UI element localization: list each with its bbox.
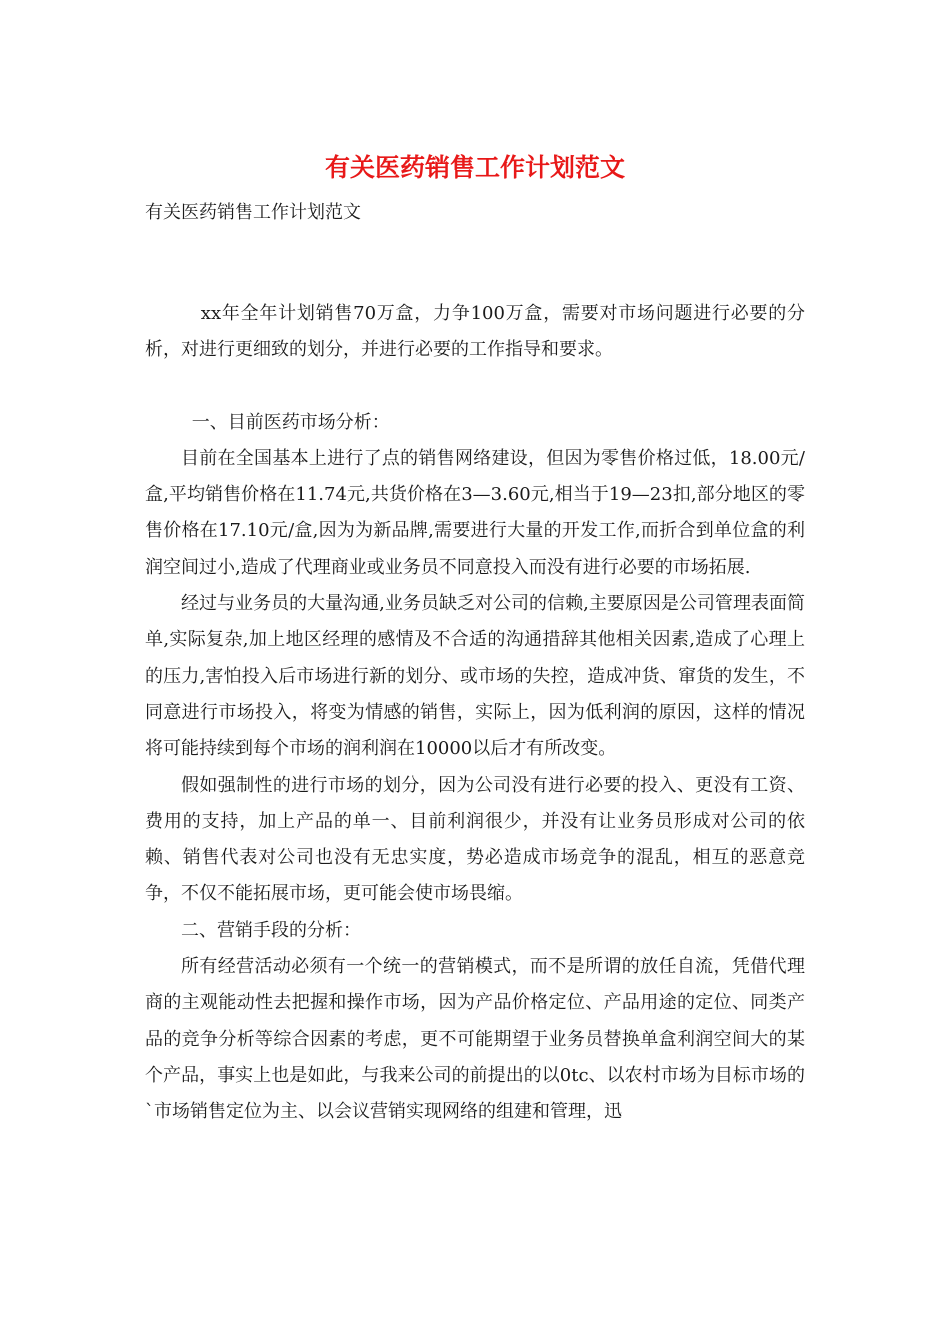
paragraph-market-network: 目前在全国基本上进行了点的销售网络建设，但因为零售价格过低，18.00元/盒,平均销售价格在11.74元,共货价格在3—3.60元,相当于19—23扣,部分地区的零售价格在17.10元/盒,因为为新品牌,需要进行大量的开发工作,而折合到单位盒的利润空间过小,造成了代理商业或业务员不同意投入而没有进行必要的市场拓展.: [145, 447, 805, 578]
paragraph-marketing-model: 所有经营活动必须有一个统一的营销模式，而不是所谓的放任自流，凭借代理商的主观能动性去把握和操作市场，因为产品价格定位、产品用途的定位、同类产品的竞争分析等综合因素的考虑，更不可能期望于业务员替换单盒利润空间大的某个产品，事实上也是如此，与我来公司的前提出的以0tc、以农村市场为目标市场的`市场销售定位为主、以会议营销实现网络的组建和管理，迅: [145, 956, 805, 1123]
paragraph-intro: xx年全年计划销售70万盒，力争100万盒，需要对市场问题进行必要的分析，对进行更细致的划分，并进行必要的工作指导和要求。: [145, 303, 805, 361]
document-title: 有关医药销售工作计划范文: [324, 153, 625, 182]
paragraph-gap: [145, 369, 805, 405]
paragraph-market-division: 假如强制性的进行市场的划分，因为公司没有进行必要的投入、更没有工资、费用的支持，加上产品的单一、目前利润很少，并没有让业务员形成对公司的依赖、销售代表对公司也没有无忠实度，势必造成市场竞争的混乱，相互的恶意竞争，不仅不能拓展市场，更可能会使市场畏缩。: [145, 774, 805, 905]
document-body: [145, 296, 805, 1131]
section-heading-2: 二、营销手段的分析：: [181, 919, 361, 941]
document-subtitle: 有关医药销售工作计划范文: [145, 202, 361, 223]
section-heading-1: 一、目前医药市场分析：: [191, 411, 390, 433]
paragraph-salesperson-communication: 经过与业务员的大量沟通,业务员缺乏对公司的信赖,主要原因是公司管理表面简单,实际复杂,加上地区经理的感情及不合适的沟通措辞其他相关因素,造成了心理上的压力,害怕投入后市场进行新的划分、或市场的失控，造成冲货、窜货的发生，不同意进行市场投入，将变为情感的销售，实际上，因为低利润的原因，这样的情况将可能持续到每个市场的润利润在10000以后才有所改变。: [145, 593, 805, 760]
